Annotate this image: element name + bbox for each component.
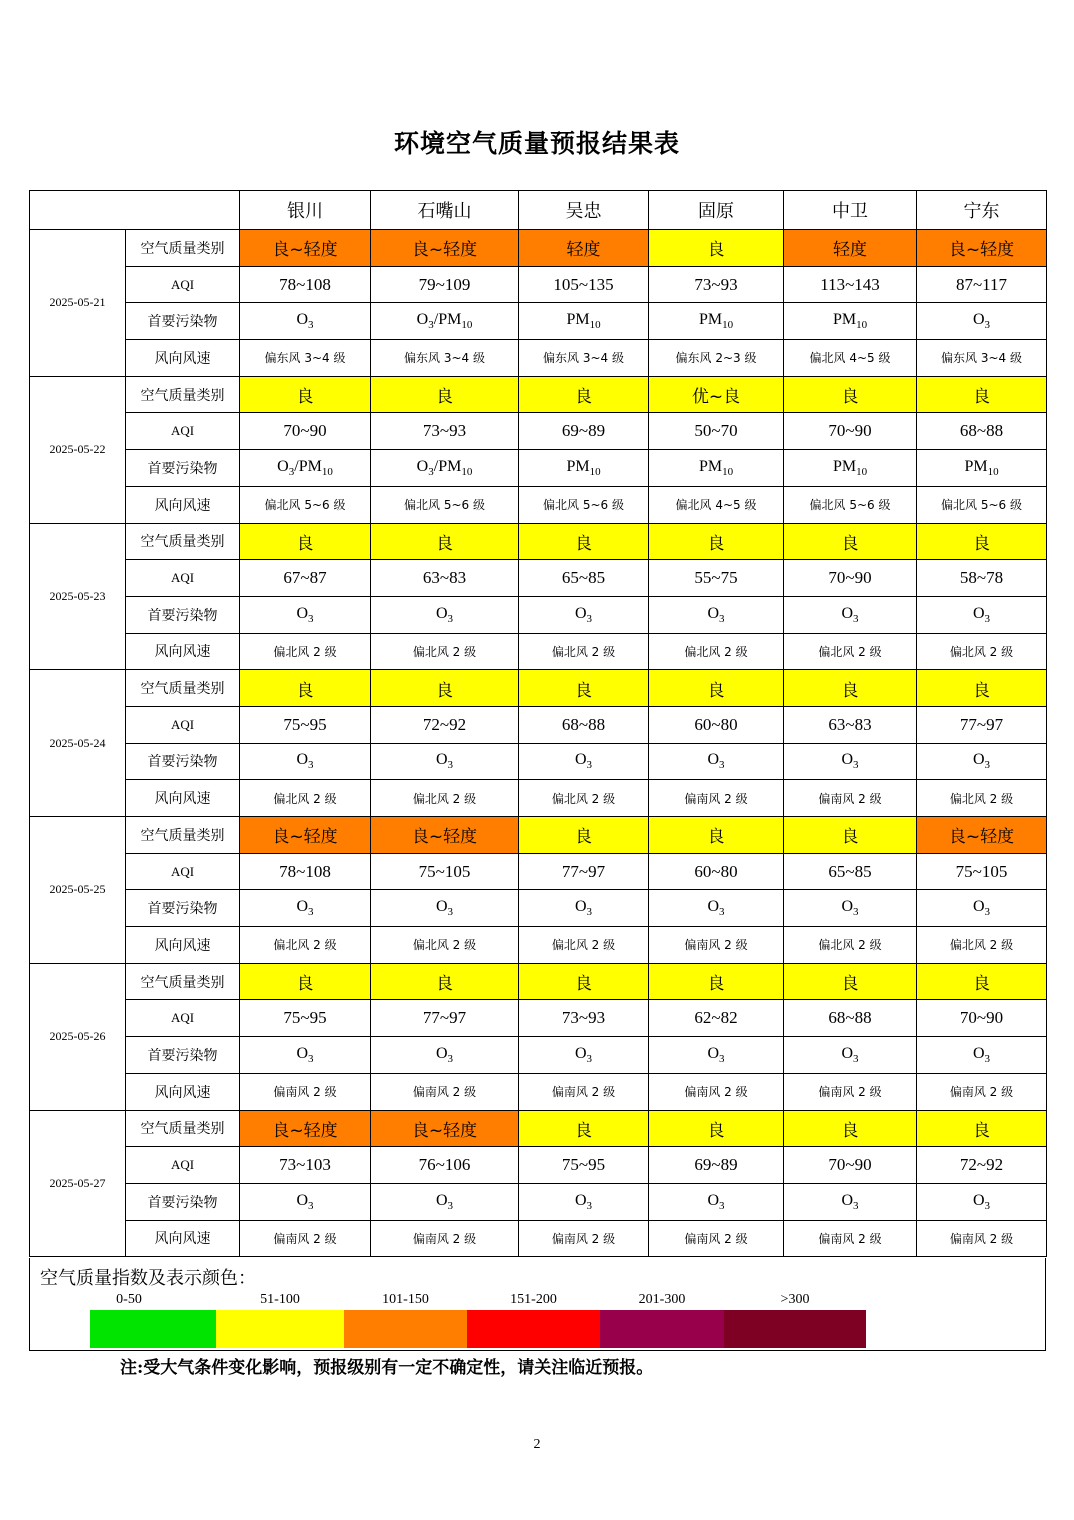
category-cell: 良 (240, 523, 371, 560)
pollutant-cell: $O_3$ (371, 1183, 519, 1220)
table-row (30, 963, 1047, 1000)
table-row (30, 230, 1047, 267)
aqi-cell: 70~90 (784, 560, 917, 597)
wind-cell: 偏北风 5~6 级 (917, 486, 1047, 523)
table-row (30, 486, 1047, 523)
pollutant-cell: $PM_{10}$ (649, 450, 784, 487)
aqi-cell: 68~88 (784, 1000, 917, 1037)
wind-cell: 偏东风 3~4 级 (240, 340, 371, 377)
page-number: 2 (533, 1437, 541, 1452)
date-cell: 2025-05-27 (30, 1110, 126, 1257)
wind-cell: 偏北风 2 级 (240, 633, 371, 670)
wind-cell: 偏南风 2 级 (649, 927, 784, 964)
aqi-cell: 75~105 (917, 853, 1047, 890)
city-header: 固原 (649, 191, 784, 230)
table-row (30, 1000, 1047, 1037)
legend-swatch (600, 1310, 724, 1348)
pollutant-cell: $O_3$ (784, 890, 917, 927)
category-cell: 良~轻度 (240, 230, 371, 267)
table-header-row (30, 191, 1047, 230)
wind-cell: 偏东风 3~4 级 (519, 340, 649, 377)
aqi-cell: 65~85 (519, 560, 649, 597)
table-row (30, 853, 1047, 890)
wind-cell: 偏北风 2 级 (649, 633, 784, 670)
aqi-cell: 69~89 (649, 1147, 784, 1184)
pollutant-cell: $O_3/PM_{10}$ (240, 450, 371, 487)
aqi-cell: 75~95 (519, 1147, 649, 1184)
aqi-cell: 75~95 (240, 1000, 371, 1037)
city-header: 吴忠 (519, 191, 649, 230)
category-cell: 良~轻度 (240, 1110, 371, 1147)
wind-cell: 偏北风 2 级 (784, 927, 917, 964)
row-label-wind: 风向风速 (126, 633, 240, 670)
wind-cell: 偏南风 2 级 (649, 1220, 784, 1257)
wind-cell: 偏北风 4~5 级 (784, 340, 917, 377)
pollutant-cell: $O_3/PM_{10}$ (371, 450, 519, 487)
category-cell: 良 (917, 1110, 1047, 1147)
category-cell: 轻度 (519, 230, 649, 267)
wind-cell: 偏东风 3~4 级 (917, 340, 1047, 377)
table-row (30, 1073, 1047, 1110)
legend-swatch (90, 1310, 216, 1348)
city-header: 宁东 (917, 191, 1047, 230)
pollutant-cell: $O_3$ (917, 1037, 1047, 1074)
category-cell: 良 (784, 1110, 917, 1147)
legend-swatch (467, 1310, 600, 1348)
category-cell: 良 (649, 670, 784, 707)
table-row (30, 596, 1047, 633)
pollutant-cell: $O_3$ (371, 890, 519, 927)
table-row (30, 1220, 1047, 1257)
row-label-aqi: AQI (126, 1000, 240, 1037)
category-cell: 良~轻度 (371, 817, 519, 854)
aqi-cell: 87~117 (917, 266, 1047, 303)
row-label-pollutant: 首要污染物 (126, 303, 240, 340)
pollutant-cell: $O_3$ (649, 596, 784, 633)
row-label-category: 空气质量类别 (126, 817, 240, 854)
row-label-wind: 风向风速 (126, 927, 240, 964)
wind-cell: 偏东风 2~3 级 (649, 340, 784, 377)
category-cell: 良~轻度 (240, 817, 371, 854)
pollutant-cell: $O_3/PM_{10}$ (371, 303, 519, 340)
pollutant-cell: $O_3$ (240, 596, 371, 633)
row-label-category: 空气质量类别 (126, 1110, 240, 1147)
table-row (30, 927, 1047, 964)
table-row (30, 266, 1047, 303)
category-cell: 良 (519, 670, 649, 707)
row-label-aqi: AQI (126, 1147, 240, 1184)
aqi-cell: 75~105 (371, 853, 519, 890)
legend-range-label: 101-150 (382, 1292, 429, 1307)
aqi-cell: 70~90 (917, 1000, 1047, 1037)
pollutant-cell: $PM_{10}$ (784, 450, 917, 487)
category-cell: 良 (519, 376, 649, 413)
aqi-cell: 72~92 (917, 1147, 1047, 1184)
table-corner-cell (30, 191, 240, 230)
aqi-cell: 72~92 (371, 706, 519, 743)
legend-swatch (724, 1310, 866, 1348)
category-cell: 良 (240, 376, 371, 413)
row-label-category: 空气质量类别 (126, 376, 240, 413)
aqi-cell: 70~90 (784, 413, 917, 450)
category-cell: 良 (240, 670, 371, 707)
city-header: 石嘴山 (371, 191, 519, 230)
aqi-legend (29, 1258, 1046, 1351)
city-header: 银川 (240, 191, 371, 230)
pollutant-cell: $O_3$ (240, 1037, 371, 1074)
aqi-cell: 113~143 (784, 266, 917, 303)
row-label-pollutant: 首要污染物 (126, 890, 240, 927)
pollutant-cell: $O_3$ (649, 1037, 784, 1074)
pollutant-cell: $O_3$ (371, 1037, 519, 1074)
wind-cell: 偏北风 2 级 (519, 927, 649, 964)
pollutant-cell: $O_3$ (240, 743, 371, 780)
pollutant-cell: $PM_{10}$ (519, 450, 649, 487)
category-cell: 良 (917, 963, 1047, 1000)
date-cell: 2025-05-25 (30, 817, 126, 964)
legend-title: 空气质量指数及表示颜色： (40, 1268, 256, 1289)
aqi-cell: 75~95 (240, 706, 371, 743)
row-label-pollutant: 首要污染物 (126, 743, 240, 780)
row-label-aqi: AQI (126, 853, 240, 890)
aqi-cell: 63~83 (371, 560, 519, 597)
category-cell: 良 (784, 963, 917, 1000)
legend-range-label: 151-200 (510, 1292, 557, 1307)
aqi-cell: 78~108 (240, 853, 371, 890)
wind-cell: 偏北风 2 级 (371, 927, 519, 964)
wind-cell: 偏北风 2 级 (519, 633, 649, 670)
wind-cell: 偏南风 2 级 (649, 780, 784, 817)
table-row (30, 376, 1047, 413)
category-cell: 良 (917, 670, 1047, 707)
table-row (30, 780, 1047, 817)
pollutant-cell: $O_3$ (519, 743, 649, 780)
pollutant-cell: $O_3$ (917, 596, 1047, 633)
aqi-cell: 62~82 (649, 1000, 784, 1037)
wind-cell: 偏南风 2 级 (784, 1220, 917, 1257)
table-row (30, 743, 1047, 780)
legend-range-label: 0-50 (116, 1292, 142, 1307)
wind-cell: 偏南风 2 级 (371, 1073, 519, 1110)
aqi-cell: 70~90 (240, 413, 371, 450)
aqi-cell: 50~70 (649, 413, 784, 450)
category-cell: 良 (649, 523, 784, 560)
pollutant-cell: $O_3$ (519, 1183, 649, 1220)
aqi-cell: 55~75 (649, 560, 784, 597)
category-cell: 良 (784, 376, 917, 413)
aqi-cell: 105~135 (519, 266, 649, 303)
category-cell: 良 (649, 817, 784, 854)
row-label-wind: 风向风速 (126, 486, 240, 523)
wind-cell: 偏北风 4~5 级 (649, 486, 784, 523)
aqi-cell: 73~93 (371, 413, 519, 450)
wind-cell: 偏北风 2 级 (371, 780, 519, 817)
category-cell: 轻度 (784, 230, 917, 267)
date-cell: 2025-05-21 (30, 230, 126, 377)
aqi-cell: 69~89 (519, 413, 649, 450)
wind-cell: 偏北风 5~6 级 (784, 486, 917, 523)
pollutant-cell: $O_3$ (649, 1183, 784, 1220)
wind-cell: 偏北风 2 级 (240, 780, 371, 817)
aqi-cell: 60~80 (649, 853, 784, 890)
date-cell: 2025-05-23 (30, 523, 126, 670)
row-label-pollutant: 首要污染物 (126, 450, 240, 487)
legend-swatch (344, 1310, 467, 1348)
wind-cell: 偏南风 2 级 (240, 1073, 371, 1110)
wind-cell: 偏北风 2 级 (240, 927, 371, 964)
pollutant-cell: $O_3$ (917, 303, 1047, 340)
pollutant-cell: $O_3$ (240, 303, 371, 340)
aqi-cell: 76~106 (371, 1147, 519, 1184)
table-row (30, 1183, 1047, 1220)
pollutant-cell: $O_3$ (519, 890, 649, 927)
category-cell: 良 (649, 230, 784, 267)
aqi-cell: 77~97 (917, 706, 1047, 743)
table-row (30, 560, 1047, 597)
table-row (30, 706, 1047, 743)
aqi-cell: 73~103 (240, 1147, 371, 1184)
date-cell: 2025-05-24 (30, 670, 126, 817)
row-label-pollutant: 首要污染物 (126, 596, 240, 633)
date-cell: 2025-05-26 (30, 963, 126, 1110)
category-cell: 良 (371, 523, 519, 560)
pollutant-cell: $O_3$ (649, 743, 784, 780)
wind-cell: 偏北风 2 级 (519, 780, 649, 817)
aqi-cell: 63~83 (784, 706, 917, 743)
wind-cell: 偏东风 3~4 级 (371, 340, 519, 377)
wind-cell: 偏北风 2 级 (917, 633, 1047, 670)
category-cell: 良~轻度 (371, 1110, 519, 1147)
aqi-cell: 73~93 (519, 1000, 649, 1037)
wind-cell: 偏北风 5~6 级 (240, 486, 371, 523)
row-label-aqi: AQI (126, 560, 240, 597)
pollutant-cell: $O_3$ (649, 890, 784, 927)
legend-swatch (216, 1310, 344, 1348)
table-row (30, 670, 1047, 707)
pollutant-cell: $O_3$ (784, 1183, 917, 1220)
pollutant-cell: $O_3$ (784, 1037, 917, 1074)
table-row (30, 303, 1047, 340)
pollutant-cell: $O_3$ (371, 743, 519, 780)
wind-cell: 偏北风 2 级 (917, 780, 1047, 817)
legend-color-bar (90, 1310, 866, 1348)
category-cell: 良 (371, 963, 519, 1000)
row-label-category: 空气质量类别 (126, 230, 240, 267)
category-cell: 良 (784, 523, 917, 560)
pollutant-cell: $O_3$ (917, 743, 1047, 780)
pollutant-cell: $O_3$ (240, 1183, 371, 1220)
row-label-pollutant: 首要污染物 (126, 1183, 240, 1220)
row-label-aqi: AQI (126, 413, 240, 450)
row-label-aqi: AQI (126, 266, 240, 303)
category-cell: 良 (917, 523, 1047, 560)
pollutant-cell: $PM_{10}$ (649, 303, 784, 340)
aqi-cell: 65~85 (784, 853, 917, 890)
category-cell: 良 (371, 376, 519, 413)
wind-cell: 偏北风 5~6 级 (371, 486, 519, 523)
legend-labels (90, 1292, 950, 1310)
row-label-wind: 风向风速 (126, 340, 240, 377)
table-row (30, 340, 1047, 377)
pollutant-cell: $O_3$ (917, 890, 1047, 927)
date-cell: 2025-05-22 (30, 376, 126, 523)
table-row (30, 1110, 1047, 1147)
table-row (30, 633, 1047, 670)
table-row (30, 523, 1047, 560)
pollutant-cell: $O_3$ (371, 596, 519, 633)
forecast-table (29, 190, 1047, 1257)
page-title: 环境空气质量预报结果表 (393, 129, 680, 158)
row-label-category: 空气质量类别 (126, 670, 240, 707)
aqi-cell: 77~97 (519, 853, 649, 890)
table-row (30, 450, 1047, 487)
category-cell: 良 (784, 817, 917, 854)
pollutant-cell: $O_3$ (784, 743, 917, 780)
aqi-cell: 58~78 (917, 560, 1047, 597)
aqi-cell: 68~88 (917, 413, 1047, 450)
row-label-aqi: AQI (126, 706, 240, 743)
legend-range-label: >300 (780, 1292, 810, 1307)
row-label-wind: 风向风速 (126, 1220, 240, 1257)
category-cell: 良 (371, 670, 519, 707)
category-cell: 良 (519, 1110, 649, 1147)
category-cell: 良~轻度 (371, 230, 519, 267)
wind-cell: 偏北风 2 级 (784, 633, 917, 670)
wind-cell: 偏南风 2 级 (917, 1220, 1047, 1257)
city-header: 中卫 (784, 191, 917, 230)
category-cell: 良 (240, 963, 371, 1000)
table-row (30, 890, 1047, 927)
wind-cell: 偏北风 2 级 (917, 927, 1047, 964)
row-label-pollutant: 首要污染物 (126, 1037, 240, 1074)
legend-range-label: 51-100 (260, 1292, 300, 1307)
wind-cell: 偏南风 2 级 (519, 1220, 649, 1257)
pollutant-cell: $O_3$ (519, 596, 649, 633)
pollutant-cell: $O_3$ (917, 1183, 1047, 1220)
table-row (30, 1147, 1047, 1184)
row-label-category: 空气质量类别 (126, 963, 240, 1000)
wind-cell: 偏南风 2 级 (519, 1073, 649, 1110)
aqi-cell: 79~109 (371, 266, 519, 303)
pollutant-cell: $PM_{10}$ (784, 303, 917, 340)
wind-cell: 偏南风 2 级 (784, 780, 917, 817)
wind-cell: 偏南风 2 级 (784, 1073, 917, 1110)
row-label-category: 空气质量类别 (126, 523, 240, 560)
category-cell: 良~轻度 (917, 817, 1047, 854)
pollutant-cell: $O_3$ (240, 890, 371, 927)
pollutant-cell: $O_3$ (519, 1037, 649, 1074)
pollutant-cell: $PM_{10}$ (519, 303, 649, 340)
table-row (30, 1037, 1047, 1074)
aqi-cell: 68~88 (519, 706, 649, 743)
wind-cell: 偏南风 2 级 (240, 1220, 371, 1257)
category-cell: 优~良 (649, 376, 784, 413)
aqi-cell: 70~90 (784, 1147, 917, 1184)
category-cell: 良 (917, 376, 1047, 413)
category-cell: 良 (519, 523, 649, 560)
wind-cell: 偏北风 2 级 (371, 633, 519, 670)
forecast-note: 注:受大气条件变化影响，预报级别有一定不确定性，请关注临近预报。 (120, 1358, 654, 1378)
wind-cell: 偏南风 2 级 (371, 1220, 519, 1257)
category-cell: 良 (519, 963, 649, 1000)
legend-range-label: 201-300 (638, 1292, 686, 1307)
row-label-wind: 风向风速 (126, 780, 240, 817)
pollutant-cell: $PM_{10}$ (917, 450, 1047, 487)
table-row (30, 413, 1047, 450)
category-cell: 良 (649, 963, 784, 1000)
category-cell: 良~轻度 (917, 230, 1047, 267)
aqi-cell: 78~108 (240, 266, 371, 303)
aqi-cell: 67~87 (240, 560, 371, 597)
aqi-cell: 77~97 (371, 1000, 519, 1037)
aqi-cell: 60~80 (649, 706, 784, 743)
aqi-cell: 73~93 (649, 266, 784, 303)
table-row (30, 817, 1047, 854)
wind-cell: 偏南风 2 级 (649, 1073, 784, 1110)
row-label-wind: 风向风速 (126, 1073, 240, 1110)
category-cell: 良 (784, 670, 917, 707)
wind-cell: 偏北风 5~6 级 (519, 486, 649, 523)
pollutant-cell: $O_3$ (784, 596, 917, 633)
category-cell: 良 (649, 1110, 784, 1147)
category-cell: 良 (519, 817, 649, 854)
wind-cell: 偏南风 2 级 (917, 1073, 1047, 1110)
